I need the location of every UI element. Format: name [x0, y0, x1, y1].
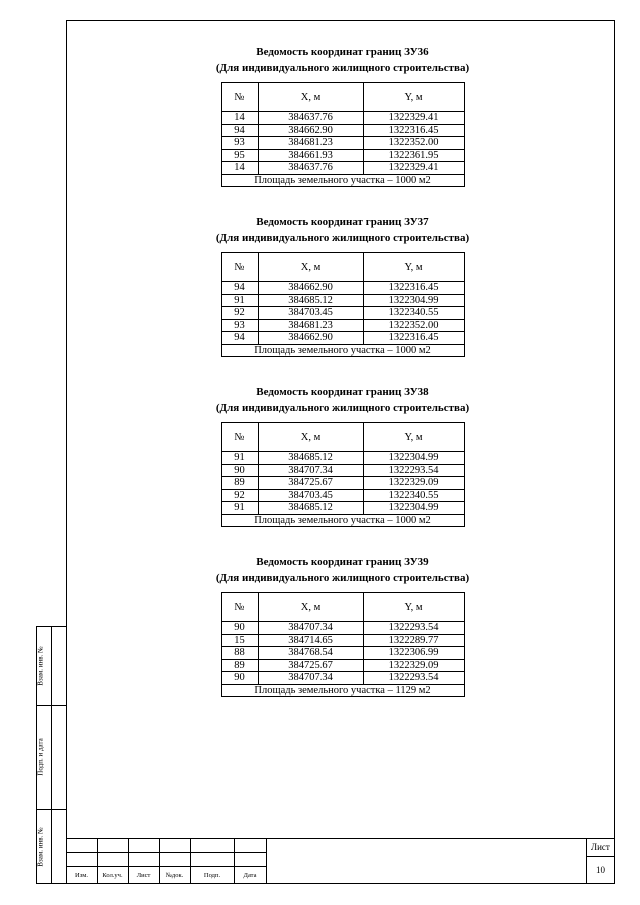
area-cell: Площадь земельного участка – 1000 м2 — [221, 514, 464, 527]
column-header: № — [221, 423, 258, 452]
table-cell: 384661.93 — [258, 149, 363, 162]
column-header: X, м — [258, 593, 363, 622]
table-cell: 1322361.95 — [363, 149, 464, 162]
column-header: № — [221, 593, 258, 622]
table-cell: 1322306.99 — [363, 647, 464, 660]
table-row — [221, 622, 464, 635]
table-cell: 88 — [221, 647, 258, 660]
table-row — [221, 149, 464, 162]
section-subtitle: (Для индивидуального жилищного строительства) — [215, 62, 470, 74]
table-cell: 384662.90 — [258, 124, 363, 137]
column-header: X, м — [258, 83, 363, 112]
title-block — [66, 838, 615, 884]
table-cell: 91 — [221, 294, 258, 307]
table-cell: 1322293.54 — [363, 672, 464, 685]
table-cell: 93 — [221, 137, 258, 150]
table-cell: 94 — [221, 124, 258, 137]
coordinate-section — [190, 384, 495, 527]
table-header-row — [221, 83, 464, 112]
table-row — [221, 634, 464, 647]
area-row — [221, 174, 464, 187]
section-title: Ведомость координат границ ЗУ36 — [256, 46, 429, 58]
table-cell: 89 — [221, 477, 258, 490]
table-cell: 94 — [221, 332, 258, 345]
table-row — [221, 332, 464, 345]
stamp-col-izm: Изм. — [75, 872, 88, 879]
table-row — [221, 294, 464, 307]
column-header: Y, м — [363, 83, 464, 112]
table-cell: 384707.34 — [258, 622, 363, 635]
table-row — [221, 659, 464, 672]
side-label-podp: Подп. и дата — [37, 738, 45, 776]
stamp-col-data: Дата — [243, 872, 257, 879]
table-cell: 15 — [221, 634, 258, 647]
coordinate-section — [190, 214, 495, 357]
column-header: № — [221, 83, 258, 112]
stamp-col-podp: Подп. — [203, 872, 221, 879]
area-cell: Площадь земельного участка – 1129 м2 — [221, 684, 464, 697]
section-subtitle: (Для индивидуального жилищного строительства) — [215, 572, 470, 584]
table-row — [221, 319, 464, 332]
table-cell: 94 — [221, 282, 258, 295]
table-header-row — [221, 423, 464, 452]
table-row — [221, 647, 464, 660]
coordinate-section — [190, 44, 495, 187]
area-row — [221, 344, 464, 357]
table-cell: 14 — [221, 112, 258, 125]
table-row — [221, 489, 464, 502]
column-header: X, м — [258, 253, 363, 282]
side-label-vzam: Взам. инв. № — [37, 646, 46, 686]
table-cell: 91 — [221, 452, 258, 465]
table-cell: 92 — [221, 307, 258, 320]
table-cell: 90 — [221, 622, 258, 635]
table-cell: 384685.12 — [258, 502, 363, 515]
table-cell: 1322329.41 — [363, 162, 464, 175]
table-cell: 1322352.00 — [363, 137, 464, 150]
table-cell: 384725.67 — [258, 477, 363, 490]
table-cell: 1322316.45 — [363, 124, 464, 137]
table-cell: 384725.67 — [258, 659, 363, 672]
section-title: Ведомость координат границ ЗУ38 — [256, 386, 429, 398]
table-cell: 384714.65 — [258, 634, 363, 647]
table-cell: 1322293.54 — [363, 464, 464, 477]
table-cell: 384637.76 — [258, 162, 363, 175]
table-cell: 92 — [221, 489, 258, 502]
sheet-number: 10 — [596, 865, 605, 875]
area-row — [221, 514, 464, 527]
table-cell: 1322329.41 — [363, 112, 464, 125]
table-cell: 384707.34 — [258, 464, 363, 477]
coordinate-section — [190, 554, 495, 697]
table-cell: 384768.54 — [258, 647, 363, 660]
table-row — [221, 452, 464, 465]
table-row — [221, 162, 464, 175]
column-header: X, м — [258, 423, 363, 452]
table-row — [221, 282, 464, 295]
table-cell: 384703.45 — [258, 489, 363, 502]
table-cell: 93 — [221, 319, 258, 332]
table-row — [221, 307, 464, 320]
table-cell: 384637.76 — [258, 112, 363, 125]
table-cell: 384681.23 — [258, 319, 363, 332]
column-header: Y, м — [363, 593, 464, 622]
coordinates-table — [221, 592, 465, 697]
table-cell: 384685.12 — [258, 452, 363, 465]
section-subtitle: (Для индивидуального жилищного строительства) — [215, 232, 470, 244]
table-cell: 1322304.99 — [363, 502, 464, 515]
table-row — [221, 672, 464, 685]
area-cell: Площадь земельного участка – 1000 м2 — [221, 344, 464, 357]
table-cell: 91 — [221, 502, 258, 515]
table-cell: 1322352.00 — [363, 319, 464, 332]
table-header-row — [221, 253, 464, 282]
section-subtitle: (Для индивидуального жилищного строительства) — [215, 402, 470, 414]
coordinates-table — [221, 422, 465, 527]
table-row — [221, 112, 464, 125]
column-header: № — [221, 253, 258, 282]
coordinates-table — [221, 82, 465, 187]
table-row — [221, 124, 464, 137]
table-cell: 89 — [221, 659, 258, 672]
table-cell: 384681.23 — [258, 137, 363, 150]
table-cell: 1322340.55 — [363, 489, 464, 502]
area-row — [221, 684, 464, 697]
table-row — [221, 137, 464, 150]
table-row — [221, 502, 464, 515]
table-cell: 95 — [221, 149, 258, 162]
table-cell: 1322304.99 — [363, 452, 464, 465]
table-cell: 14 — [221, 162, 258, 175]
coordinates-table — [221, 252, 465, 357]
table-cell: 90 — [221, 672, 258, 685]
table-cell: 1322293.54 — [363, 622, 464, 635]
table-row — [221, 464, 464, 477]
stamp-col-kolich: Кол.уч. — [102, 872, 123, 879]
table-cell: 1322316.45 — [363, 332, 464, 345]
side-label-inv: Взам. инв. № — [37, 827, 46, 867]
table-cell: 384703.45 — [258, 307, 363, 320]
table-cell: 1322329.09 — [363, 477, 464, 490]
column-header: Y, м — [363, 253, 464, 282]
section-title: Ведомость координат границ ЗУ37 — [256, 216, 429, 228]
table-cell: 384685.12 — [258, 294, 363, 307]
sheet-label: Лист — [591, 842, 610, 852]
table-cell: 1322316.45 — [363, 282, 464, 295]
table-cell: 384707.34 — [258, 672, 363, 685]
table-cell: 1322340.55 — [363, 307, 464, 320]
table-cell: 1322304.99 — [363, 294, 464, 307]
table-row — [221, 477, 464, 490]
side-strip — [36, 626, 66, 884]
table-cell: 90 — [221, 464, 258, 477]
section-title: Ведомость координат границ ЗУ39 — [256, 556, 429, 568]
area-cell: Площадь земельного участка – 1000 м2 — [221, 174, 464, 187]
column-header: Y, м — [363, 423, 464, 452]
table-cell: 384662.90 — [258, 332, 363, 345]
stamp-col-ndok: №док. — [165, 872, 184, 879]
table-cell: 384662.90 — [258, 282, 363, 295]
table-cell: 1322289.77 — [363, 634, 464, 647]
table-cell: 1322329.09 — [363, 659, 464, 672]
table-header-row — [221, 593, 464, 622]
stamp-col-list: Лист — [136, 872, 151, 879]
